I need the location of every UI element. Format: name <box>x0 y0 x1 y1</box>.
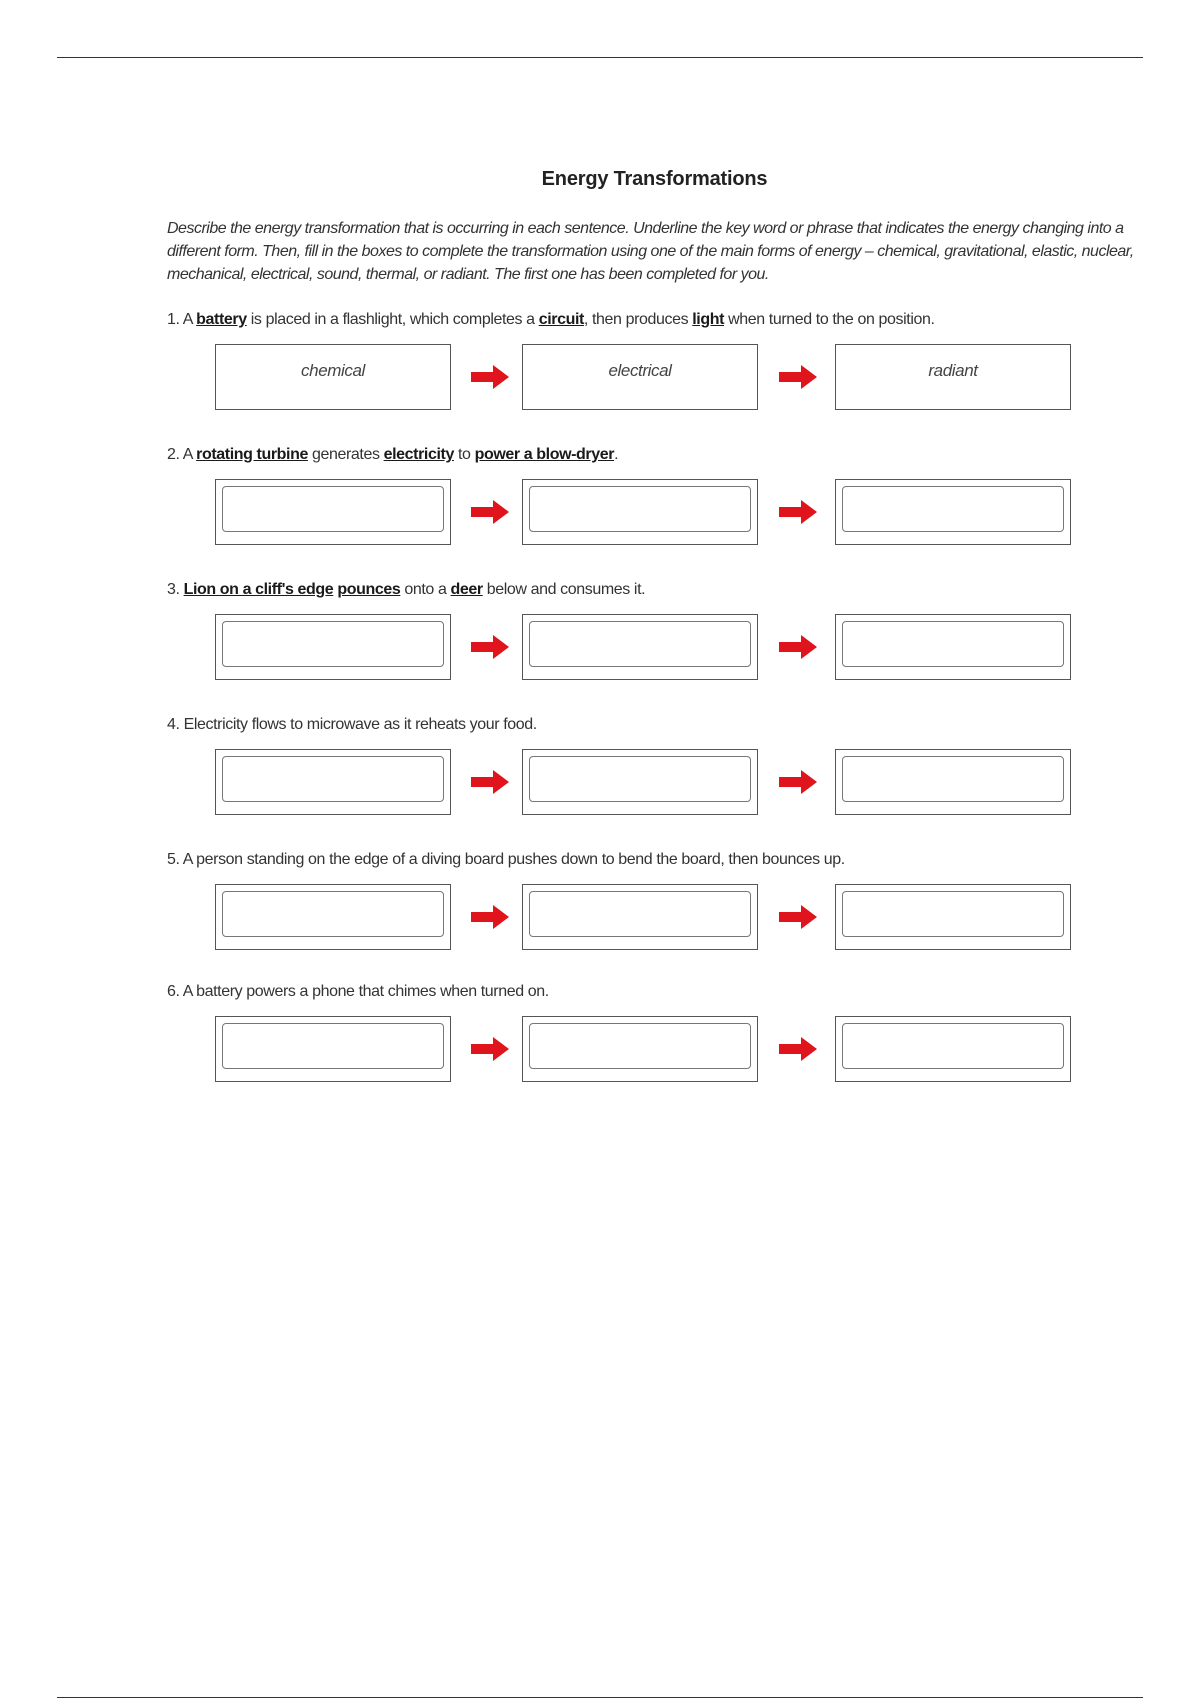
key-phrase: pounces <box>337 581 401 598</box>
blank-answer-field[interactable] <box>842 621 1064 667</box>
red-right-arrow-icon <box>777 768 819 796</box>
red-right-arrow-icon <box>469 363 511 391</box>
energy-answer-box-3[interactable] <box>835 479 1071 545</box>
red-right-arrow-icon <box>777 498 819 526</box>
red-right-arrow-icon <box>469 903 511 931</box>
question-text-segment: to <box>453 446 475 463</box>
red-right-arrow-icon <box>469 633 511 661</box>
blank-answer-field[interactable] <box>529 486 751 532</box>
question-5 <box>167 848 1142 872</box>
question-text <box>167 713 1142 737</box>
energy-answer-box-1[interactable] <box>215 1016 451 1082</box>
energy-answer-value: chemical <box>301 361 365 380</box>
red-right-arrow-icon <box>777 363 819 391</box>
question-text <box>167 980 1142 1004</box>
key-phrase: rotating turbine <box>196 446 308 463</box>
key-phrase: circuit <box>538 311 584 328</box>
energy-answer-box-1[interactable] <box>215 884 451 950</box>
blank-answer-field[interactable] <box>842 891 1064 937</box>
page-top-rule <box>57 57 1143 58</box>
question-text <box>167 578 1142 602</box>
key-phrase: power a blow-dryer <box>474 446 615 463</box>
key-phrase: deer <box>450 581 483 598</box>
question-text-segment: 5. A person standing on the edge of a diving board pushes down to bend the board, then bounces up. <box>167 851 845 868</box>
question-3 <box>167 578 1142 602</box>
question-text-segment: onto a <box>400 581 451 598</box>
question-text <box>167 848 1142 872</box>
energy-answer-box-3[interactable] <box>835 884 1071 950</box>
key-phrase: electricity <box>383 446 454 463</box>
transformation-row <box>215 749 1075 817</box>
key-phrase: light <box>692 311 725 328</box>
question-text <box>167 443 1142 467</box>
page-bottom-rule <box>57 1697 1143 1698</box>
question-text-segment: below and consumes it. <box>482 581 646 598</box>
energy-answer-box-2[interactable] <box>522 884 758 950</box>
blank-answer-field[interactable] <box>222 1023 444 1069</box>
question-text-segment: 3. <box>167 581 184 598</box>
blank-answer-field[interactable] <box>529 1023 751 1069</box>
blank-answer-field[interactable] <box>222 756 444 802</box>
blank-answer-field[interactable] <box>222 621 444 667</box>
question-text-segment: is placed in a flashlight, which completes a <box>246 311 539 328</box>
energy-answer-box-3[interactable] <box>835 344 1071 410</box>
energy-answer-box-1[interactable] <box>215 614 451 680</box>
transformation-row <box>215 479 1075 547</box>
question-2 <box>167 443 1142 467</box>
red-right-arrow-icon <box>777 903 819 931</box>
energy-answer-box-3[interactable] <box>835 749 1071 815</box>
energy-answer-value: electrical <box>608 361 672 380</box>
question-text-segment: , then produces <box>583 311 693 328</box>
blank-answer-field[interactable] <box>842 756 1064 802</box>
energy-answer-box-1[interactable] <box>215 479 451 545</box>
red-right-arrow-icon <box>469 498 511 526</box>
energy-answer-box-2[interactable] <box>522 479 758 545</box>
red-right-arrow-icon <box>469 768 511 796</box>
energy-answer-box-1[interactable] <box>215 749 451 815</box>
question-text <box>167 308 1142 332</box>
question-text-segment: . <box>614 446 619 463</box>
transformation-row <box>215 344 1075 412</box>
energy-answer-box-2[interactable] <box>522 1016 758 1082</box>
question-1 <box>167 308 1142 380</box>
energy-answer-box-3[interactable] <box>835 614 1071 680</box>
blank-answer-field[interactable] <box>529 756 751 802</box>
blank-answer-field[interactable] <box>529 621 751 667</box>
energy-answer-value: radiant <box>928 361 978 380</box>
transformation-row <box>215 1016 1075 1084</box>
question-6 <box>167 980 1142 1004</box>
energy-answer-box-3[interactable] <box>835 1016 1071 1082</box>
question-text-segment: 1. A <box>167 311 197 328</box>
worksheet-title: Energy Transformations <box>541 168 768 190</box>
blank-answer-field[interactable] <box>222 486 444 532</box>
question-text-segment: 4. Electricity flows to microwave as it reheats your food. <box>167 716 537 733</box>
question-text-segment: when turned to the on position. <box>724 311 935 328</box>
key-phrase: Lion on a cliff's edge <box>183 581 334 598</box>
transformation-row <box>215 884 1075 952</box>
red-right-arrow-icon <box>469 1035 511 1063</box>
question-text-segment: generates <box>307 446 384 463</box>
question-text-segment: 6. A battery powers a phone that chimes when turned on. <box>167 983 549 1000</box>
energy-answer-box-2[interactable] <box>522 614 758 680</box>
worksheet <box>167 160 1142 1000</box>
red-right-arrow-icon <box>777 633 819 661</box>
worksheet-instructions: Describe the energy transformation that is occurring in each sentence. Underline the key word or phrase that indicates the energy changing into a different form. Then, fill in the boxes to complete the transformation using one of the main forms of energy – chemical, gravitational, elastic, nuclear, mechanical, electrical, sound, thermal, or radiant. The first one has been completed for you. <box>167 220 1134 283</box>
blank-answer-field[interactable] <box>842 1023 1064 1069</box>
blank-answer-field[interactable] <box>529 891 751 937</box>
energy-answer-box-2[interactable] <box>522 749 758 815</box>
blank-answer-field[interactable] <box>842 486 1064 532</box>
blank-answer-field[interactable] <box>222 891 444 937</box>
question-text-segment: 2. A <box>167 446 197 463</box>
red-right-arrow-icon <box>777 1035 819 1063</box>
energy-answer-box-2[interactable] <box>522 344 758 410</box>
key-phrase: battery <box>196 311 247 328</box>
energy-answer-box-1[interactable] <box>215 344 451 410</box>
transformation-row <box>215 614 1075 682</box>
question-4 <box>167 713 1142 737</box>
